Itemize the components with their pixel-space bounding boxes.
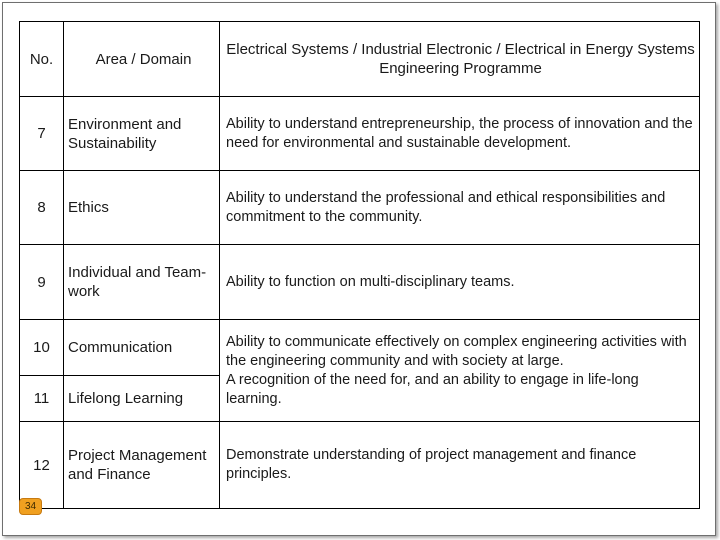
row-number: 11 (20, 376, 64, 422)
header-no: No. (20, 22, 64, 97)
header-programme: Electrical Systems / Industrial Electronic / Electrical in Energy Systems Engineering Programme (220, 22, 700, 97)
row-description: Ability to function on multi-disciplinary teams. (220, 245, 700, 320)
row-number: 8 (20, 171, 64, 245)
row-description-communication-lifelong (220, 320, 700, 422)
table-row (20, 422, 700, 509)
row-number: 12 (20, 422, 64, 509)
row-area: Communication (64, 320, 220, 376)
header-area-domain: Area / Domain (64, 22, 220, 97)
row-number: 7 (20, 97, 64, 171)
table-row (20, 171, 700, 245)
row-area: Lifelong Learning (64, 376, 220, 422)
page-number-badge: 34 (19, 498, 42, 515)
row-description: Demonstrate understanding of project management and finance principles. (220, 422, 700, 509)
row-description: Ability to communicate effectively on complex engineering activities with the engineering community and with society at large. (226, 333, 687, 369)
row-number: 9 (20, 245, 64, 320)
row-area: Environment and Sustainability (64, 97, 220, 171)
outcomes-table (19, 21, 700, 509)
row-description: Ability to understand the professional and ethical responsibilities and commitment to the community. (220, 171, 700, 245)
row-area: Project Management and Finance (64, 422, 220, 509)
table-row (20, 245, 700, 320)
row-area: Individual and Team-work (64, 245, 220, 320)
row-description: Ability to understand entrepreneurship, the process of innovation and the need for environmental and sustainable development. (220, 97, 700, 171)
table-row (20, 97, 700, 171)
row-description: A recognition of the need for, and an ability to engage in life-long learning. (226, 371, 639, 407)
row-number: 10 (20, 320, 64, 376)
table-row (20, 320, 700, 376)
row-area: Ethics (64, 171, 220, 245)
table-header-row (20, 22, 700, 97)
